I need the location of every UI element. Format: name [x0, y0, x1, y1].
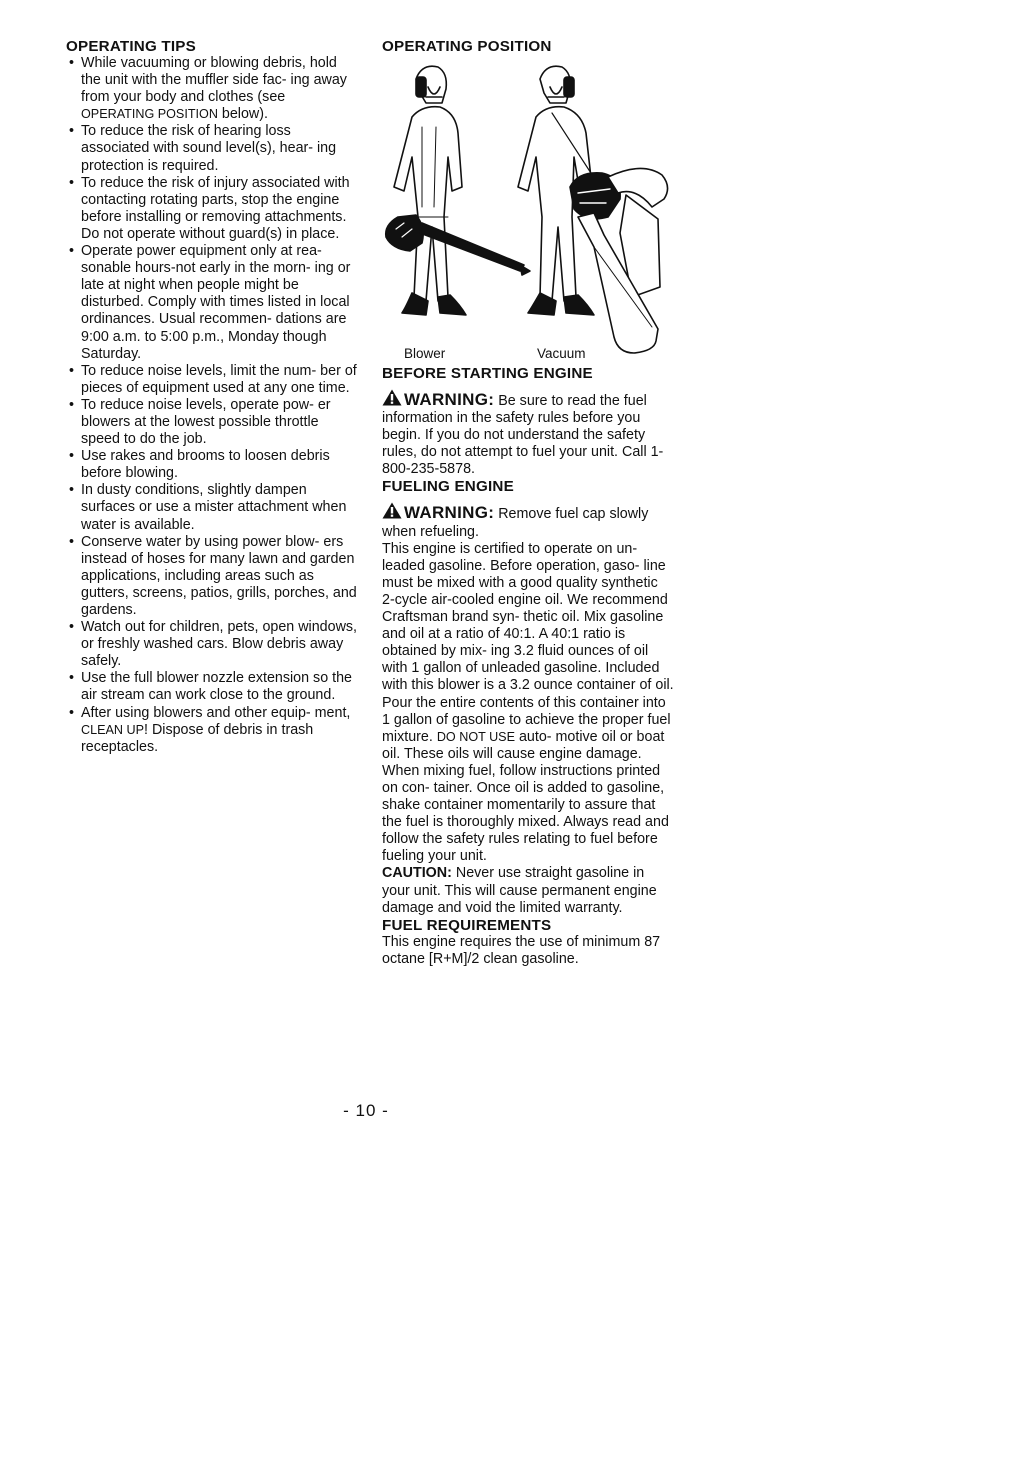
before-starting-engine-heading: BEFORE STARTING ENGINE	[382, 365, 593, 382]
operating-tips-heading: OPERATING TIPS	[66, 38, 196, 55]
operating-tips-list	[66, 55, 358, 756]
warning-fuel-cap: WARNING: Remove fuel cap slowly when refueling.	[382, 503, 649, 540]
vacuum-caption: Vacuum	[537, 346, 586, 361]
operating-position-illustration	[382, 57, 674, 365]
tip-item: • Operate power equipment only at rea- sonable hours-not early in the morn- ing or late at night when people might be disturbed. Comply with times listed in local ordinances. Usual recommen- dations are 9:00 a.m. to 5:00 p.m., Monday though Saturday.	[66, 243, 358, 363]
tip-item: • After using blowers and other equip- ment, CLEAN UP! Dispose of debris in trash receptacles.	[66, 705, 358, 756]
tip-item: • In dusty conditions, slightly dampen surfaces or use a mister attachment when water is available.	[66, 482, 358, 533]
tip-item: • To reduce the risk of injury associated with contacting rotating parts, stop the engine before installing or removing attachments. Do not operate without guard(s) in place.	[66, 175, 358, 243]
fuel-requirements-text: This engine requires the use of minimum 87 octane [R+M]/2 clean gasoline.	[382, 933, 661, 967]
tip-item: • To reduce noise levels, operate pow- er blowers at the lowest possible throttle speed to do the job.	[66, 397, 358, 448]
warning-triangle-icon	[382, 502, 402, 519]
operating-position-heading: OPERATING POSITION	[382, 38, 552, 55]
tip-item: • To reduce noise levels, limit the num- ber of pieces of equipment used at any one time.	[66, 363, 358, 397]
tip-item: • Conserve water by using power blow- ers instead of hoses for many lawn and garden applications, including areas such as gutters, screens, patios, grills, porches, and gardens.	[66, 534, 358, 619]
tip-item: • While vacuuming or blowing debris, hold the unit with the muffler side fac- ing away from your body and clothes (see OPERATING POSITION below).	[66, 55, 358, 123]
tip-item: • Use the full blower nozzle extension so the air stream can work close to the ground.	[66, 670, 358, 704]
tip-item: • Use rakes and brooms to loosen debris before blowing.	[66, 448, 358, 482]
blower-operator-figure	[386, 66, 530, 315]
fueling-instructions: This engine is certified to operate on un- leaded gasoline. Before operation, gaso- line must be mixed with a good quality synthetic 2-cycle air-cooled engine oil. We recommend Craftsman brand syn- thetic oil. Mix gasoline and oil at a ratio of 40:1. A 40:1 ratio is obtained by mix- ing 3.2 fluid ounces of oil with 1 gallon of unleaded gasoline. Included with this blower is a 3.2 ounce container of oil. Pour the entire contents of this container into 1 gallon of gasoline to achieve the proper fuel mixture. DO NOT USE auto- motive oil or boat oil. These oils will cause engine damage. When mixing fuel, follow instructions printed on con- tainer. Once oil is added to gasoline, shake container momentarily to assure that the fuel is thoroughly mixed. Always read and follow the safety rules relating to fuel before fueling your unit.	[382, 540, 674, 865]
caution-paragraph: CAUTION: Never use straight gasoline in your unit. This will cause permanent engine damage and void the limited warranty.	[382, 865, 657, 916]
right-column	[382, 38, 674, 968]
vacuum-operator-figure	[518, 66, 668, 353]
fuel-requirements-heading: FUEL REQUIREMENTS	[382, 916, 552, 934]
left-column	[66, 38, 358, 756]
tip-item: • To reduce the risk of hearing loss associated with sound level(s), hear- ing protection is required.	[66, 123, 358, 174]
operators-illustration	[382, 57, 674, 365]
page-number: - 10 -	[343, 1101, 389, 1120]
blower-caption: Blower	[404, 346, 446, 361]
warning-read-fuel-info: WARNING: Be sure to read the fuel information in the safety rules before you begin. If you do not understand the safety rules, do not attempt to fuel your unit. Call 1-800-235-5878.	[382, 390, 664, 478]
fueling-engine-heading: FUELING ENGINE	[382, 478, 514, 496]
warning-triangle-icon	[382, 389, 402, 406]
tip-item: • Watch out for children, pets, open windows, or freshly washed cars. Blow debris away safely.	[66, 619, 358, 670]
